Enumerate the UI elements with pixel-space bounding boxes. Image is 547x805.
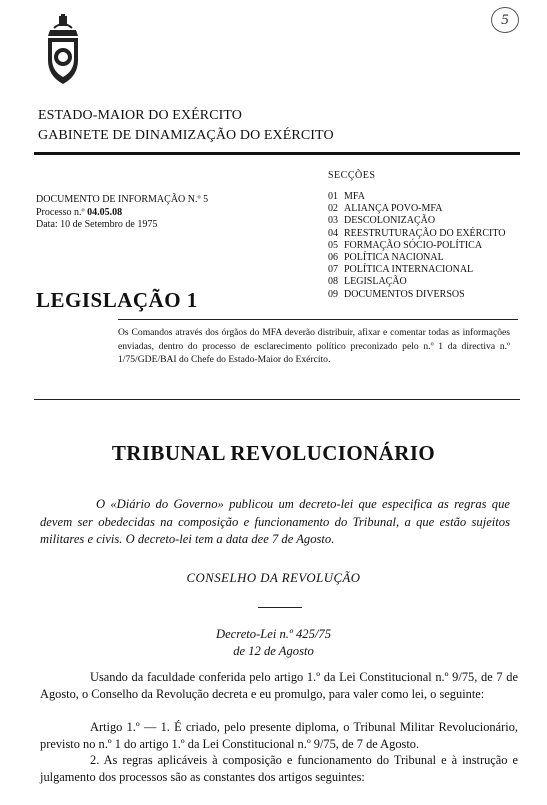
- body-paragraph-3: 2. As regras aplicáveis à composição e funcionamento do Tribunal e à instrução e julgamento dos processos são as constantes dos artigos seguintes:: [40, 753, 518, 785]
- document-date: Data: 10 de Setembro de 1975: [36, 219, 158, 230]
- process-line: [36, 207, 208, 220]
- decree-heading: [0, 626, 547, 660]
- org-line-1: ESTADO-MAIOR DO EXÉRCITO: [38, 108, 243, 123]
- header-divider: [34, 152, 520, 155]
- section-item: 06 POLÍTICA NACIONAL: [328, 252, 444, 264]
- category-title: LEGISLAÇÃO 1: [36, 288, 198, 312]
- notice-bottom-rule: [34, 399, 520, 400]
- org-line-2: GABINETE DE DINAMIZAÇÃO DO EXÉRCITO: [38, 128, 334, 143]
- distribution-notice: Os Comandos através dos órgãos do MFA deverão distribuir, afixar e comentar todas as informações enviadas, dentro do processo de esclarecimento político preconizado pelo n.º 1 da directiva n.º 1/75/GDE/BAI do Chefe do Estado-Maior do Exército.: [118, 327, 510, 365]
- section-item: 09 DOCUMENTOS DIVERSOS: [328, 288, 465, 300]
- sections-list: [328, 191, 505, 301]
- section-item: 05 FORMAÇÃO SÓCIO-POLÍTICA: [328, 239, 483, 251]
- process-label: Processo n.º: [36, 206, 85, 218]
- document-number: DOCUMENTO DE INFORMAÇÃO N.º 5: [36, 194, 209, 205]
- short-divider: [258, 607, 302, 608]
- page-number-stamp: [491, 7, 519, 33]
- body-paragraph-1: Usando da faculdade conferida pelo artigo 1.º da Lei Constitucional n.º 9/75, de 7 de Agosto, o Conselho da Revolução decreta e eu promulgo, para valer como lei, o seguinte:: [40, 670, 518, 702]
- stamp-number: 5: [501, 11, 509, 28]
- decree-number: Decreto-Lei n.º 425/75: [215, 627, 331, 641]
- section-item: 01 MFA: [328, 191, 365, 202]
- notice-top-rule: [118, 319, 518, 320]
- section-item: 03 DESCOLONIZAÇÃO: [328, 215, 436, 227]
- document-info: [36, 194, 208, 232]
- body-paragraph-2: Artigo 1.º — 1. É criado, pelo presente diploma, o Tribunal Militar Revolucionário, previsto no n.º 1 do artigo 1.º da Lei Constitucional n.º 9/75, de 7 de Agosto.: [40, 720, 518, 752]
- decree-date: de 12 de Agosto: [233, 644, 314, 658]
- section-item: 07 POLÍTICA INTERNACIONAL: [328, 264, 474, 276]
- section-item: 04 REESTRUTURAÇÃO DO EXÉRCITO: [328, 227, 506, 239]
- main-title: TRIBUNAL REVOLUCIONÁRIO: [111, 441, 436, 465]
- process-value: 04.05.08: [87, 206, 123, 218]
- section-item: 02 ALIANÇA POVO-MFA: [328, 203, 443, 215]
- sections-title: SECÇÕES: [328, 170, 376, 181]
- council-heading: CONSELHO DA REVOLUÇÃO: [186, 571, 361, 585]
- section-item: 08 LEGISLAÇÃO: [328, 276, 407, 288]
- intro-paragraph: O «Diário do Governo» publicou um decreto-lei que especifica as regras que devem ser obedecidas na composição e funcionamento do Tribunal, a que estão sujeitos militares e civis. O decreto-lei tem a data dee 7 de Agosto.: [40, 497, 510, 546]
- coat-of-arms-emblem-icon: [40, 14, 86, 86]
